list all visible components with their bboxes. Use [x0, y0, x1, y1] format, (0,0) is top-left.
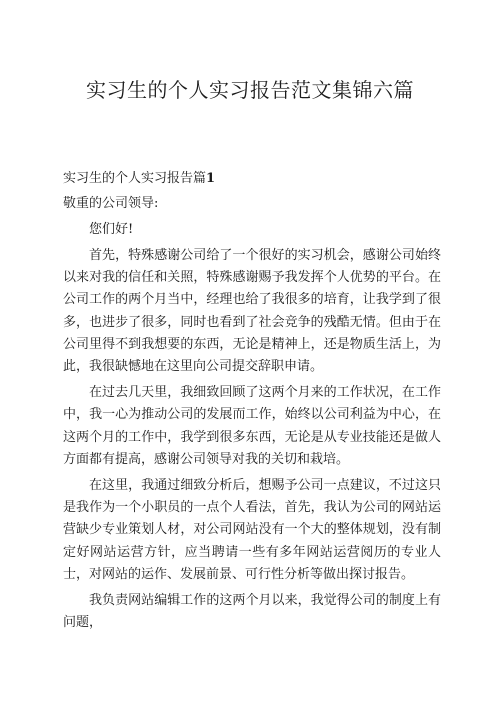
paragraph-1: 首先，特殊感谢公司给了一个很好的实习机会，感谢公司始终以来对我的信任和关照，特殊感谢赐予我发挥个人优势的平台。在公司工作的两个月当中，经理也给了我很多的培育，让我学到了很多，也进步了很多，同时也看到了社会竞争的残酷无情。但由于在公司里得不到我想要的东西，无论是精神上，还是物质生活上，为此，我很缺憾地在这里向公司提交辞职申请。 [63, 248, 441, 375]
paragraph-4: 我负责网站编辑工作的这两个月以来，我觉得公司的制度上有问题， [63, 593, 441, 631]
paragraph-3: 在这里，我通过细致分析后，想赐予公司一点建议，不过这只是我作为一个小职员的一点个人看法，首先，我认为公司的网站运营缺少专业策划人材，对公司网站没有一个大的整体规划，没有制定好网站运营方针，应当聘请一些有多年网站运营阅历的专业人士，对网站的运作、发展前景、可行性分析等做出探讨报告。 [63, 478, 441, 582]
greeting: 您们好! [89, 222, 134, 237]
section-heading-number: 1 [206, 171, 216, 186]
section-heading [63, 168, 441, 190]
paragraph-2: 在过去几天里，我细致回顾了这两个月来的工作状况，在工作中，我一心为推动公司的发展而工作，始终以公司利益为中心，在这两个月的工作中，我学到很多东西，无论是从专业技能还是做人方面都有提高，感谢公司领导对我的关切和栽培。 [63, 385, 441, 467]
document-title: 实习生的个人实习报告范文集锦六篇 [86, 78, 414, 102]
document-body [63, 168, 441, 634]
section-heading-text: 实习生的个人实习报告篇 [63, 171, 207, 186]
salutation: 敬重的公司领导: [63, 196, 159, 211]
